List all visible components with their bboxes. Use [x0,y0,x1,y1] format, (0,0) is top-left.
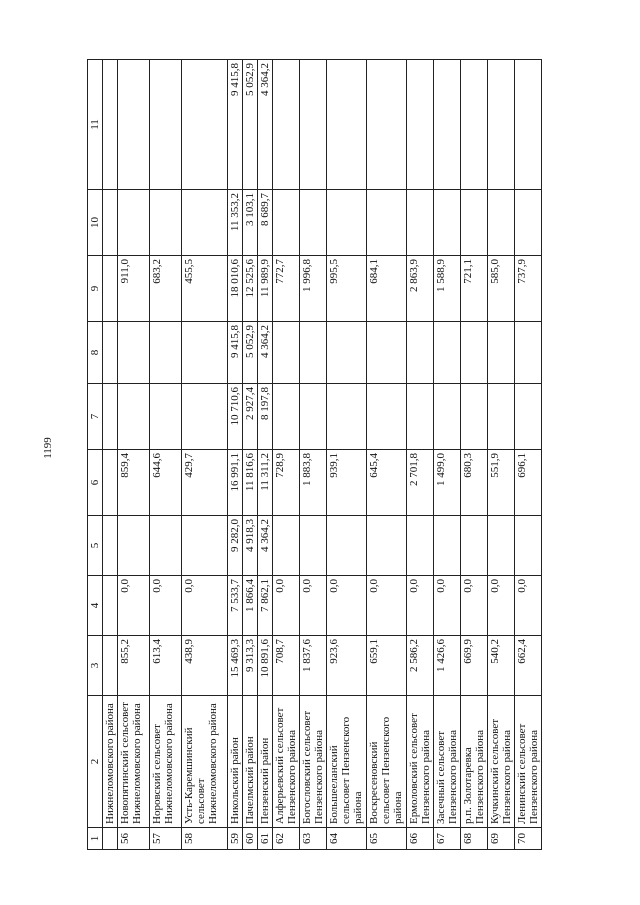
value-cell: 4 918,3 [243,516,258,576]
name-cell: Новопятинский сельсовет Нижнеломовского района [118,696,150,828]
value-cell: 438,9 [182,636,228,696]
value-cell: 11 989,9 [258,256,273,322]
value-cell [103,190,118,256]
value-cell [182,384,228,450]
value-cell [273,60,300,190]
value-cell: 11 353,2 [228,190,243,256]
value-cell: 0,0 [150,576,182,636]
value-cell [300,190,327,256]
table-row [258,60,273,850]
value-cell: 540,2 [488,636,515,696]
value-cell [327,190,367,256]
value-cell: 662,4 [515,636,542,696]
value-cell [103,516,118,576]
table-row [407,60,434,850]
column-header: 8 [88,322,103,384]
row-number-cell: 63 [300,828,327,850]
value-cell: 1 499,0 [434,450,461,516]
name-cell: Пензенский район [258,696,273,828]
value-cell: 728,9 [273,450,300,516]
table-row [367,60,407,850]
value-cell [327,322,367,384]
value-cell [182,60,228,190]
value-cell: 659,1 [367,636,407,696]
value-cell [488,60,515,190]
value-cell: 923,6 [327,636,367,696]
value-cell: 0,0 [367,576,407,636]
value-cell [103,384,118,450]
value-cell: 0,0 [273,576,300,636]
value-cell [367,384,407,450]
value-cell: 669,9 [461,636,488,696]
value-cell [488,322,515,384]
value-cell [103,256,118,322]
value-cell: 18 010,6 [228,256,243,322]
value-cell: 995,5 [327,256,367,322]
value-cell [461,190,488,256]
value-cell [182,322,228,384]
value-cell: 9 415,8 [228,60,243,190]
row-number-cell: 57 [150,828,182,850]
value-cell: 1 426,6 [434,636,461,696]
value-cell: 696,1 [515,450,542,516]
column-header: 4 [88,576,103,636]
value-cell: 0,0 [327,576,367,636]
table-row [182,60,228,850]
value-cell [488,190,515,256]
page-number: 1199 [42,437,54,459]
value-cell: 16 991,1 [228,450,243,516]
value-cell: 1 588,9 [434,256,461,322]
value-cell [515,322,542,384]
value-cell [461,384,488,450]
value-cell: 0,0 [434,576,461,636]
value-cell [150,60,182,190]
header-row [88,60,103,850]
name-cell: Воскресеновский сельсовет Пензенского района [367,696,407,828]
value-cell: 2 701,8 [407,450,434,516]
value-cell [461,516,488,576]
value-cell [367,190,407,256]
value-cell: 12 525,6 [243,256,258,322]
table-row [118,60,150,850]
column-header: 7 [88,384,103,450]
value-cell [367,516,407,576]
value-cell [367,60,407,190]
value-cell: 3 103,1 [243,190,258,256]
row-number-cell: 64 [327,828,367,850]
row-number-cell: 59 [228,828,243,850]
value-cell: 15 469,3 [228,636,243,696]
value-cell: 0,0 [182,576,228,636]
table-row [327,60,367,850]
table-row [273,60,300,850]
column-header: 6 [88,450,103,516]
value-cell: 613,4 [150,636,182,696]
table-row [150,60,182,850]
name-cell: Кучкинский сельсовет Пензенского района [488,696,515,828]
column-header: 5 [88,516,103,576]
value-cell [434,190,461,256]
value-cell [407,190,434,256]
value-cell [150,190,182,256]
name-cell: Засечный сельсовет Пензенского района [434,696,461,828]
value-cell [461,60,488,190]
value-cell: 911,0 [118,256,150,322]
value-cell: 2 863,9 [407,256,434,322]
column-header: 2 [88,696,103,828]
value-cell [103,636,118,696]
rotated-table-container [87,60,572,850]
value-cell: 0,0 [407,576,434,636]
row-number-cell: 58 [182,828,228,850]
value-cell [300,384,327,450]
value-cell: 684,1 [367,256,407,322]
value-cell [434,384,461,450]
value-cell: 551,9 [488,450,515,516]
value-cell [407,384,434,450]
value-cell: 0,0 [488,576,515,636]
value-cell: 9 415,8 [228,322,243,384]
value-cell: 939,1 [327,450,367,516]
column-header: 3 [88,636,103,696]
value-cell: 0,0 [118,576,150,636]
value-cell: 11 816,6 [243,450,258,516]
value-cell: 859,4 [118,450,150,516]
value-cell [300,516,327,576]
value-cell [273,322,300,384]
column-header: 10 [88,190,103,256]
table-row [243,60,258,850]
column-header: 9 [88,256,103,322]
row-number-cell: 67 [434,828,461,850]
value-cell [327,384,367,450]
value-cell: 429,7 [182,450,228,516]
table-row [228,60,243,850]
value-cell: 1 866,4 [243,576,258,636]
value-cell: 855,2 [118,636,150,696]
column-header: 11 [88,60,103,190]
value-cell [182,516,228,576]
table-body [88,60,542,850]
column-header: 1 [88,828,103,850]
value-cell [407,516,434,576]
row-number-cell: 68 [461,828,488,850]
value-cell: 4 364,2 [258,516,273,576]
value-cell: 4 364,2 [258,60,273,190]
value-cell [103,322,118,384]
row-number-cell [103,828,118,850]
value-cell: 0,0 [300,576,327,636]
value-cell: 2 586,2 [407,636,434,696]
name-cell: Богословский сельсовет Пензенского района [300,696,327,828]
value-cell [103,576,118,636]
value-cell: 683,2 [150,256,182,322]
row-number-cell: 61 [258,828,273,850]
value-cell: 1 883,8 [300,450,327,516]
table-row [103,60,118,850]
value-cell [327,60,367,190]
value-cell: 9 282,0 [228,516,243,576]
table-row [488,60,515,850]
name-cell: Нижнеломовского района [103,696,118,828]
name-cell: Большееланский сельсовет Пензенского района [327,696,367,828]
value-cell [461,322,488,384]
value-cell [103,60,118,190]
value-cell [273,190,300,256]
value-cell [150,322,182,384]
value-cell: 9 313,3 [243,636,258,696]
value-cell: 7 533,7 [228,576,243,636]
table-row [434,60,461,850]
value-cell [515,60,542,190]
value-cell [118,384,150,450]
value-cell [150,384,182,450]
value-cell [300,322,327,384]
row-number-cell: 62 [273,828,300,850]
name-cell: Ленинский сельсовет Пензенского района [515,696,542,828]
value-cell: 680,3 [461,450,488,516]
value-cell: 2 927,4 [243,384,258,450]
value-cell [515,190,542,256]
value-cell: 10 891,6 [258,636,273,696]
row-number-cell: 70 [515,828,542,850]
name-cell: Норовский сельсовет Нижнеломовского района [150,696,182,828]
value-cell [515,384,542,450]
value-cell [118,516,150,576]
value-cell [273,384,300,450]
value-cell [300,60,327,190]
value-cell: 0,0 [515,576,542,636]
value-cell: 455,5 [182,256,228,322]
value-cell: 708,7 [273,636,300,696]
value-cell: 0,0 [461,576,488,636]
value-cell [434,60,461,190]
value-cell [118,322,150,384]
value-cell [488,516,515,576]
value-cell [515,516,542,576]
value-cell: 5 052,9 [243,60,258,190]
value-cell: 737,9 [515,256,542,322]
value-cell [434,516,461,576]
value-cell: 1 996,8 [300,256,327,322]
name-cell: Алферьевский сельсовет Пензенского района [273,696,300,828]
value-cell: 11 311,2 [258,450,273,516]
value-cell [103,450,118,516]
table-row [300,60,327,850]
value-cell: 772,7 [273,256,300,322]
name-cell: Ермоловский сельсовет Пензенского района [407,696,434,828]
row-number-cell: 56 [118,828,150,850]
value-cell [150,516,182,576]
value-cell [327,516,367,576]
value-cell: 645,4 [367,450,407,516]
row-number-cell: 65 [367,828,407,850]
budget-table [87,59,542,850]
table-row [461,60,488,850]
name-cell: Никольский район [228,696,243,828]
value-cell [182,190,228,256]
value-cell: 7 862,1 [258,576,273,636]
name-cell: Пачелмский район [243,696,258,828]
value-cell: 4 364,2 [258,322,273,384]
value-cell: 644,6 [150,450,182,516]
table-row [515,60,542,850]
value-cell: 721,1 [461,256,488,322]
value-cell: 585,0 [488,256,515,322]
value-cell: 5 052,9 [243,322,258,384]
value-cell [407,60,434,190]
value-cell: 8 689,7 [258,190,273,256]
value-cell: 1 837,6 [300,636,327,696]
value-cell: 10 710,6 [228,384,243,450]
name-cell: Усть-Каремшинский сельсовет Нижнеломовского района [182,696,228,828]
value-cell [367,322,407,384]
name-cell: р.п. Золотаревка Пензенского района [461,696,488,828]
value-cell [118,60,150,190]
row-number-cell: 60 [243,828,258,850]
row-number-cell: 66 [407,828,434,850]
value-cell [273,516,300,576]
value-cell [488,384,515,450]
value-cell [434,322,461,384]
row-number-cell: 69 [488,828,515,850]
value-cell [118,190,150,256]
value-cell: 8 197,8 [258,384,273,450]
value-cell [407,322,434,384]
